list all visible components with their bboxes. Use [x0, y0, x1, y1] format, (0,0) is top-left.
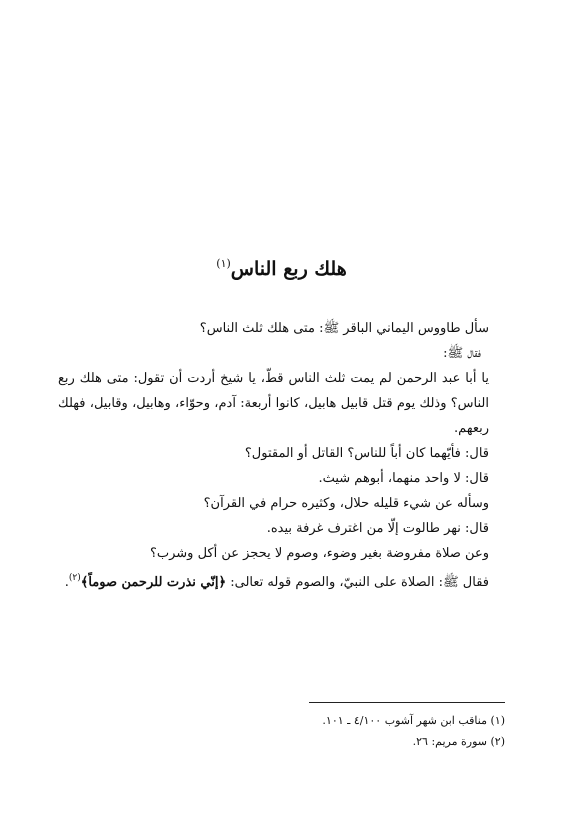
- body-text: [58, 316, 505, 595]
- prayer-answer-end: .: [64, 575, 69, 590]
- paragraph-prayer-answer: [58, 566, 505, 595]
- footnotes: [58, 710, 505, 752]
- paragraph-answer-intro: فقال ﷺ:: [443, 346, 481, 361]
- title-footnote-mark: (١): [216, 257, 231, 270]
- footnote-1: (١) مناقب ابن شهر آشوب ٤/١٠٠ ـ ١٠١.: [322, 714, 505, 727]
- quote-footnote-mark: (٢): [68, 573, 81, 583]
- page-title: [0, 252, 563, 281]
- title-text: هلك ربع الناس: [230, 258, 347, 280]
- footnote-divider: [309, 702, 505, 703]
- paragraph-answer: يا أبا عبد الرحمن لم يمت ثلث الناس قطّ، يا شيخ أردت أن تقول: متى هلك ربع الناس؟ وذلك يوم قتل قابيل هابيل، كانوا أربعة: آدم، وحوّاء، وهابيل، وقابيل، فهلك ربعهم.: [58, 371, 489, 436]
- paragraph-prayer-question: وعن صلاة مفروضة بغير وضوء، وصوم لا يحجز عن أكل وشرب؟: [149, 546, 489, 561]
- paragraph-father-question: قال: فأيّهما كان أباً للناس؟ القاتل أو المقتول؟: [244, 446, 489, 461]
- paragraph-halal-question: وسأله عن شيء قليله حلال، وكثيره حرام في القرآن؟: [203, 496, 489, 511]
- footnote-2: (٢) سورة مريم: ٢٦.: [412, 735, 505, 748]
- quran-quote: ﴿إنّي نذرت للرحمن صوماً﴾: [80, 575, 227, 590]
- paragraph-halal-answer: قال: نهر طالوت إلّا من اغترف غرفة بيده.: [266, 521, 489, 536]
- paragraph-father-answer: قال: لا واحد منهما، أبوهم شيث.: [318, 471, 489, 486]
- prayer-answer-text: فقال ﷺ: الصلاة على النبيّ، والصوم قوله تعالى:: [226, 575, 489, 590]
- paragraph-question: سأل طاووس اليماني الباقر ﷺ: متى هلك ثلث الناس؟: [199, 321, 489, 336]
